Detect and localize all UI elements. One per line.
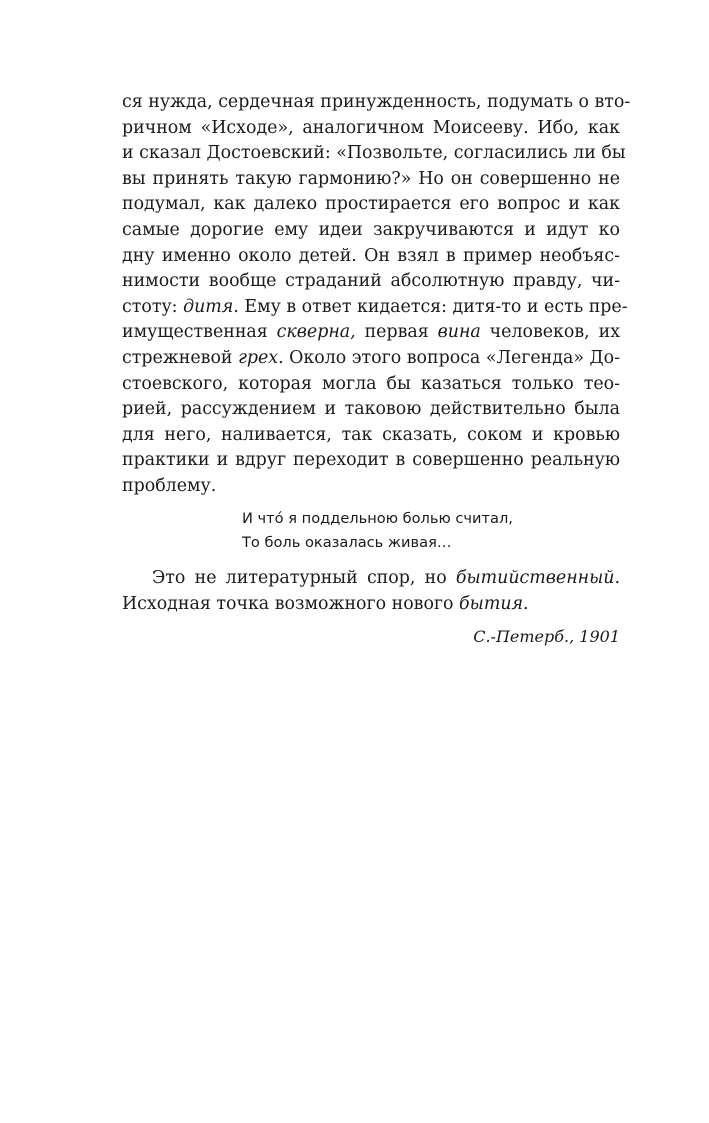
text-run: . Около этого вопроса «Легенда» До- — [278, 347, 621, 368]
text-run: первая — [355, 322, 438, 343]
text-run: Это не литературный спор, но — [152, 568, 456, 588]
text-run: . — [523, 593, 529, 614]
text-run: человеков, их — [480, 322, 620, 343]
italic-emphasis: скверна, — [276, 322, 356, 343]
text-run: для него, наливается, так сказать, соком и кровью — [122, 424, 620, 445]
text-run: стрежневой — [122, 347, 239, 368]
body-line-2 — [122, 116, 620, 142]
text-run: Исходная точка возможного нового — [122, 593, 460, 614]
body-line-1 — [122, 90, 631, 116]
body-line-7 — [122, 244, 620, 270]
italic-emphasis: вина — [437, 322, 481, 343]
body-line-3 — [122, 141, 626, 167]
closing-line-1 — [122, 566, 620, 592]
body-line-12 — [122, 372, 620, 398]
text-run: ся нужда, сердечная принужденность, подумать о вто- — [122, 92, 631, 112]
poem-line-1: И что́ я поддельною болью считал, — [242, 510, 513, 527]
text-run: самые дорогие ему идеи закручиваются и идут ко — [122, 219, 620, 240]
text-run: . Ему в ответ кидается: дитя-то и есть пре- — [233, 296, 628, 317]
poem-line-2: То боль оказалась живая… — [242, 534, 452, 551]
italic-emphasis: бытийственный — [455, 568, 615, 588]
body-line-10 — [122, 320, 620, 346]
text-run: подумал, как далеко простирается его вопрос и как — [122, 194, 620, 215]
body-line-5 — [122, 192, 620, 218]
text-run: рией, рассуждением и таковою действительно была — [122, 399, 620, 420]
text-run: ричном «Исходе», аналогичном Моисееву. Ибо, как — [122, 117, 620, 138]
body-line-14 — [122, 423, 620, 449]
italic-emphasis: дитя — [183, 296, 234, 317]
text-run: и сказал Достоевский: «Позвольте, согласились ли бы — [122, 143, 626, 164]
text-run: стоевского, которая могла бы казаться только тео- — [122, 373, 620, 394]
body-line-9 — [122, 295, 628, 321]
body-line-6 — [122, 218, 620, 244]
body-line-8 — [122, 269, 620, 295]
closing-paragraph — [122, 566, 620, 617]
main-paragraph — [122, 90, 631, 500]
text-run: имущественная — [122, 322, 277, 343]
body-line-15 — [122, 448, 620, 474]
text-run: нимости вообще страданий абсолютную правду, чи- — [122, 271, 620, 292]
body-line-13 — [122, 397, 620, 423]
closing-line-2 — [122, 592, 620, 618]
text-run: стоту: — [122, 296, 184, 317]
text-run: дну именно около детей. Он взял в пример необъяс- — [122, 245, 620, 266]
text-run: проблему. — [122, 475, 217, 496]
italic-emphasis: бытия — [459, 593, 524, 614]
body-line-11 — [122, 346, 620, 372]
poem-quote — [242, 507, 513, 555]
text-run: практики и вдруг переходит в совершенно реальную — [122, 450, 620, 471]
text-run: вы принять такую гармонию?» Но он совершенно не — [122, 168, 620, 189]
italic-emphasis: грех — [238, 347, 279, 368]
text-run: . — [614, 568, 620, 588]
body-line-16 — [122, 474, 620, 500]
place-date-signature: С.-Петерб., 1901 — [473, 627, 620, 646]
body-line-4 — [122, 167, 620, 193]
